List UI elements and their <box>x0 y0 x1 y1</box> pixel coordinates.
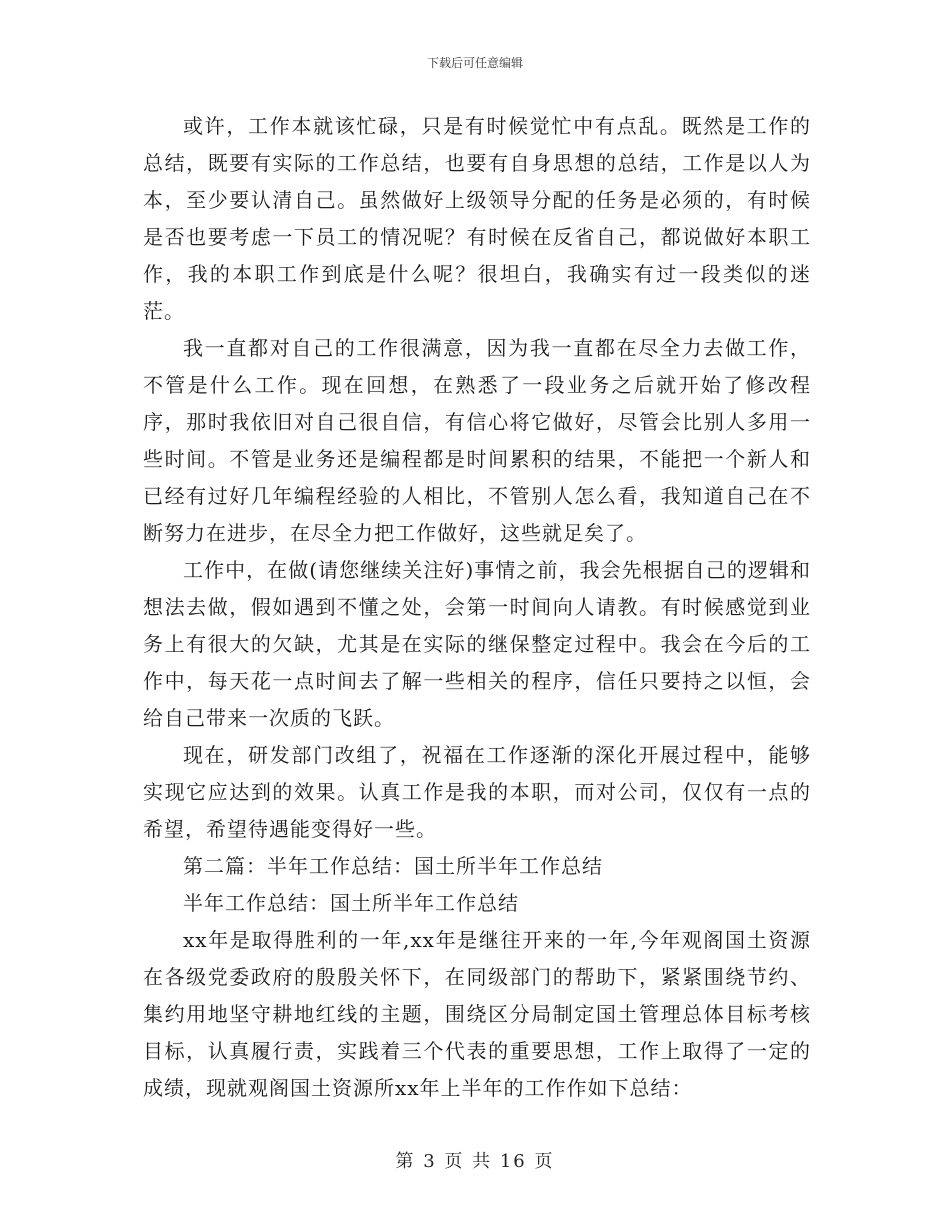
page-number-footer: 第 3 页 共 16 页 <box>395 1151 555 1172</box>
document-body <box>143 108 811 1107</box>
paragraph-2: 我一直都对自己的工作很满意，因为我一直都在尽全力去做工作，不管是什么工作。现在回想，在熟悉了一段业务之后就开始了修改程序，那时我依旧对自己很自信，有信心将它做好，尽管会比别人多用一些时间。不管是业务还是编程都是时间累积的结果，不能把一个新人和已经有过好几年编程经验的人相比，不管别人怎么看，我知道自己在不断努力在进步，在尽全力把工作做好，这些就足矣了。 <box>143 336 811 545</box>
paragraph-5: xx年是取得胜利的一年,xx年是继往开来的一年,今年观阁国土资源在各级党委政府的殷殷关怀下，在同级部门的帮助下，紧紧围绕节约、集约用地坚守耕地红线的主题，围绕区分局制定国土管理总体目标考核目标，认真履行责，实践着三个代表的重要思想，工作上取得了一定的成绩，现就观阁国土资源所xx年上半年的工作作如下总结： <box>143 928 811 1100</box>
paragraph-4: 现在，研发部门改组了，祝福在工作逐渐的深化开展过程中，能够实现它应达到的效果。认真工作是我的本职，而对公司，仅仅有一点的希望，希望待遇能变得好一些。 <box>143 743 811 841</box>
chapter-title: 第二篇：半年工作总结：国土所半年工作总结 <box>183 854 603 878</box>
paragraph-3: 工作中，在做(请您继续关注好)事情之前，我会先根据自己的逻辑和想法去做，假如遇到不懂之处，会第一时间向人请教。有时候感觉到业务上有很大的欠缺，尤其是在实际的继保整定过程中。我会在今后的工作中，每天花一点时间去了解一些相关的程序，信任只要持之以恒，会给自己带来一次质的飞跃。 <box>143 558 811 730</box>
section-subtitle: 半年工作总结：国土所半年工作总结 <box>183 891 519 915</box>
page-header: 下载后可任意编辑 <box>426 56 523 70</box>
paragraph-1: 或许，工作本就该忙碌，只是有时候觉忙中有点乱。既然是工作的总结，既要有实际的工作总结，也要有自身思想的总结，工作是以人为本，至少要认清自己。虽然做好上级领导分配的任务是必须的，有时候是否也要考虑一下员工的情况呢？有时候在反省自己，都说做好本职工作，我的本职工作到底是什么呢？很坦白，我确实有过一段类似的迷茫。 <box>143 114 811 323</box>
